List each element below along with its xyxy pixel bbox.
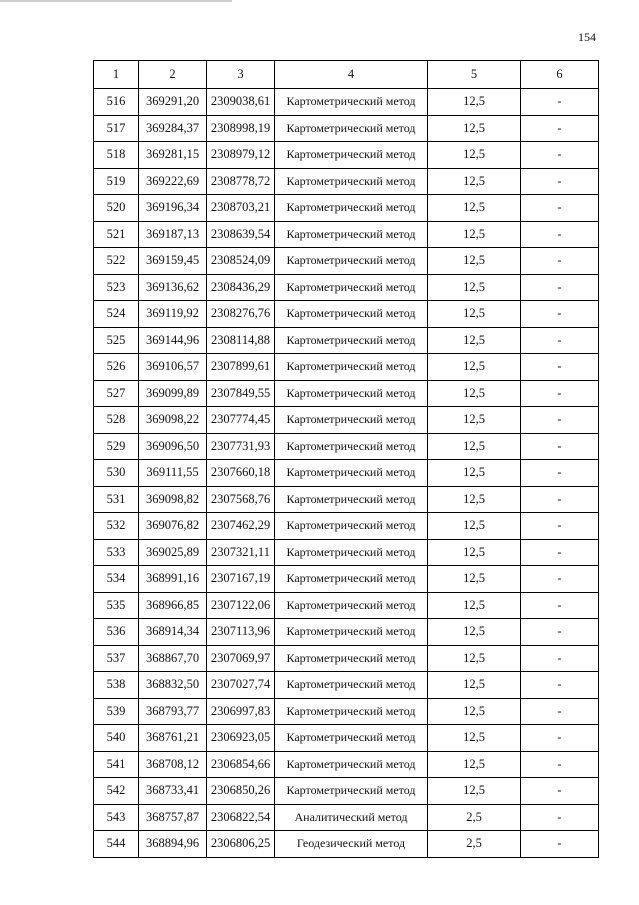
note-cell: - — [521, 486, 599, 513]
x-coordinate-cell: 369136,62 — [139, 274, 207, 301]
accuracy-cell: 12,5 — [428, 354, 521, 381]
accuracy-cell: 12,5 — [428, 327, 521, 354]
table-row — [94, 354, 599, 381]
accuracy-cell: 12,5 — [428, 115, 521, 142]
column-header-4: 4 — [275, 61, 428, 89]
table-row — [94, 513, 599, 540]
x-coordinate-cell: 369159,45 — [139, 248, 207, 275]
x-coordinate-cell: 368991,16 — [139, 566, 207, 593]
x-coordinate-cell: 369098,22 — [139, 407, 207, 434]
table-row — [94, 301, 599, 328]
note-cell: - — [521, 831, 599, 858]
x-coordinate-cell: 369025,89 — [139, 539, 207, 566]
x-coordinate-cell: 368867,70 — [139, 645, 207, 672]
table-row — [94, 725, 599, 752]
method-cell: Картометрический метод — [275, 645, 428, 672]
note-cell: - — [521, 380, 599, 407]
point-number-cell: 531 — [94, 486, 139, 513]
y-coordinate-cell: 2307660,18 — [207, 460, 275, 487]
note-cell: - — [521, 274, 599, 301]
method-cell: Картометрический метод — [275, 751, 428, 778]
method-cell: Картометрический метод — [275, 592, 428, 619]
note-cell: - — [521, 804, 599, 831]
accuracy-cell: 12,5 — [428, 725, 521, 752]
table-row — [94, 592, 599, 619]
point-number-cell: 523 — [94, 274, 139, 301]
y-coordinate-cell: 2306923,05 — [207, 725, 275, 752]
method-cell: Геодезический метод — [275, 831, 428, 858]
method-cell: Картометрический метод — [275, 327, 428, 354]
point-number-cell: 534 — [94, 566, 139, 593]
y-coordinate-cell: 2308639,54 — [207, 221, 275, 248]
accuracy-cell: 12,5 — [428, 460, 521, 487]
point-number-cell: 516 — [94, 89, 139, 116]
method-cell: Картометрический метод — [275, 725, 428, 752]
y-coordinate-cell: 2306806,25 — [207, 831, 275, 858]
accuracy-cell: 12,5 — [428, 221, 521, 248]
accuracy-cell: 12,5 — [428, 592, 521, 619]
point-number-cell: 521 — [94, 221, 139, 248]
x-coordinate-cell: 369106,57 — [139, 354, 207, 381]
column-header-6: 6 — [521, 61, 599, 89]
table-row — [94, 327, 599, 354]
note-cell: - — [521, 460, 599, 487]
y-coordinate-cell: 2307774,45 — [207, 407, 275, 434]
column-header-5: 5 — [428, 61, 521, 89]
method-cell: Картометрический метод — [275, 672, 428, 699]
point-number-cell: 530 — [94, 460, 139, 487]
accuracy-cell: 12,5 — [428, 89, 521, 116]
y-coordinate-cell: 2308778,72 — [207, 168, 275, 195]
accuracy-cell: 12,5 — [428, 672, 521, 699]
accuracy-cell: 12,5 — [428, 539, 521, 566]
accuracy-cell: 12,5 — [428, 778, 521, 805]
point-number-cell: 540 — [94, 725, 139, 752]
table-row — [94, 672, 599, 699]
x-coordinate-cell: 368894,96 — [139, 831, 207, 858]
accuracy-cell: 12,5 — [428, 513, 521, 540]
point-number-cell: 537 — [94, 645, 139, 672]
note-cell: - — [521, 751, 599, 778]
x-coordinate-cell: 369096,50 — [139, 433, 207, 460]
point-number-cell: 541 — [94, 751, 139, 778]
accuracy-cell: 12,5 — [428, 486, 521, 513]
y-coordinate-cell: 2308114,88 — [207, 327, 275, 354]
table-row — [94, 751, 599, 778]
method-cell: Картометрический метод — [275, 539, 428, 566]
note-cell: - — [521, 433, 599, 460]
table-row — [94, 698, 599, 725]
x-coordinate-cell: 369284,37 — [139, 115, 207, 142]
point-number-cell: 532 — [94, 513, 139, 540]
y-coordinate-cell: 2307113,96 — [207, 619, 275, 646]
y-coordinate-cell: 2307462,29 — [207, 513, 275, 540]
y-coordinate-cell: 2306850,26 — [207, 778, 275, 805]
x-coordinate-cell: 369144,96 — [139, 327, 207, 354]
x-coordinate-cell: 369196,34 — [139, 195, 207, 222]
table-row — [94, 195, 599, 222]
accuracy-cell: 12,5 — [428, 698, 521, 725]
accuracy-cell: 12,5 — [428, 168, 521, 195]
table-row — [94, 380, 599, 407]
y-coordinate-cell: 2307568,76 — [207, 486, 275, 513]
point-number-cell: 539 — [94, 698, 139, 725]
table-row — [94, 566, 599, 593]
point-number-cell: 544 — [94, 831, 139, 858]
note-cell: - — [521, 513, 599, 540]
note-cell: - — [521, 221, 599, 248]
method-cell: Картометрический метод — [275, 433, 428, 460]
x-coordinate-cell: 368914,34 — [139, 619, 207, 646]
method-cell: Картометрический метод — [275, 248, 428, 275]
point-number-cell: 519 — [94, 168, 139, 195]
note-cell: - — [521, 89, 599, 116]
accuracy-cell: 12,5 — [428, 407, 521, 434]
column-header-3: 3 — [207, 61, 275, 89]
point-number-cell: 533 — [94, 539, 139, 566]
accuracy-cell: 12,5 — [428, 619, 521, 646]
method-cell: Картометрический метод — [275, 486, 428, 513]
x-coordinate-cell: 369187,13 — [139, 221, 207, 248]
method-cell: Картометрический метод — [275, 698, 428, 725]
accuracy-cell: 12,5 — [428, 380, 521, 407]
table-row — [94, 89, 599, 116]
note-cell: - — [521, 115, 599, 142]
note-cell: - — [521, 698, 599, 725]
note-cell: - — [521, 327, 599, 354]
point-number-cell: 527 — [94, 380, 139, 407]
point-number-cell: 542 — [94, 778, 139, 805]
method-cell: Картометрический метод — [275, 221, 428, 248]
y-coordinate-cell: 2307899,61 — [207, 354, 275, 381]
x-coordinate-cell: 368793,77 — [139, 698, 207, 725]
x-coordinate-cell: 369076,82 — [139, 513, 207, 540]
table-row — [94, 831, 599, 858]
y-coordinate-cell: 2306822,54 — [207, 804, 275, 831]
note-cell: - — [521, 354, 599, 381]
point-number-cell: 526 — [94, 354, 139, 381]
note-cell: - — [521, 248, 599, 275]
y-coordinate-cell: 2308436,29 — [207, 274, 275, 301]
point-number-cell: 522 — [94, 248, 139, 275]
x-coordinate-cell: 369281,15 — [139, 142, 207, 169]
x-coordinate-cell: 368708,12 — [139, 751, 207, 778]
point-number-cell: 538 — [94, 672, 139, 699]
note-cell: - — [521, 195, 599, 222]
y-coordinate-cell: 2308524,09 — [207, 248, 275, 275]
y-coordinate-cell: 2306854,66 — [207, 751, 275, 778]
table-row — [94, 804, 599, 831]
x-coordinate-cell: 368733,41 — [139, 778, 207, 805]
y-coordinate-cell: 2309038,61 — [207, 89, 275, 116]
table-row — [94, 221, 599, 248]
y-coordinate-cell: 2307167,19 — [207, 566, 275, 593]
method-cell: Картометрический метод — [275, 274, 428, 301]
x-coordinate-cell: 369099,89 — [139, 380, 207, 407]
accuracy-cell: 2,5 — [428, 831, 521, 858]
note-cell: - — [521, 725, 599, 752]
accuracy-cell: 12,5 — [428, 645, 521, 672]
column-header-1: 1 — [94, 61, 139, 89]
accuracy-cell: 12,5 — [428, 274, 521, 301]
y-coordinate-cell: 2307731,93 — [207, 433, 275, 460]
method-cell: Картометрический метод — [275, 513, 428, 540]
x-coordinate-cell: 368832,50 — [139, 672, 207, 699]
x-coordinate-cell: 369119,92 — [139, 301, 207, 328]
x-coordinate-cell: 368966,85 — [139, 592, 207, 619]
method-cell: Картометрический метод — [275, 778, 428, 805]
coordinates-table — [93, 60, 599, 858]
x-coordinate-cell: 368761,21 — [139, 725, 207, 752]
method-cell: Аналитический метод — [275, 804, 428, 831]
y-coordinate-cell: 2307122,06 — [207, 592, 275, 619]
method-cell: Картометрический метод — [275, 380, 428, 407]
accuracy-cell: 2,5 — [428, 804, 521, 831]
point-number-cell: 528 — [94, 407, 139, 434]
method-cell: Картометрический метод — [275, 195, 428, 222]
method-cell: Картометрический метод — [275, 460, 428, 487]
table-row — [94, 645, 599, 672]
note-cell: - — [521, 566, 599, 593]
note-cell: - — [521, 301, 599, 328]
accuracy-cell: 12,5 — [428, 142, 521, 169]
table-row — [94, 539, 599, 566]
point-number-cell: 535 — [94, 592, 139, 619]
y-coordinate-cell: 2307069,97 — [207, 645, 275, 672]
method-cell: Картометрический метод — [275, 115, 428, 142]
y-coordinate-cell: 2308998,19 — [207, 115, 275, 142]
point-number-cell: 529 — [94, 433, 139, 460]
x-coordinate-cell: 369098,82 — [139, 486, 207, 513]
point-number-cell: 525 — [94, 327, 139, 354]
note-cell: - — [521, 168, 599, 195]
note-cell: - — [521, 592, 599, 619]
table-row — [94, 248, 599, 275]
x-coordinate-cell: 369222,69 — [139, 168, 207, 195]
accuracy-cell: 12,5 — [428, 195, 521, 222]
point-number-cell: 536 — [94, 619, 139, 646]
accuracy-cell: 12,5 — [428, 433, 521, 460]
point-number-cell: 518 — [94, 142, 139, 169]
x-coordinate-cell: 368757,87 — [139, 804, 207, 831]
table-body — [94, 89, 599, 858]
table-row — [94, 619, 599, 646]
method-cell: Картометрический метод — [275, 566, 428, 593]
note-cell: - — [521, 539, 599, 566]
x-coordinate-cell: 369111,55 — [139, 460, 207, 487]
table-row — [94, 115, 599, 142]
note-cell: - — [521, 645, 599, 672]
point-number-cell: 517 — [94, 115, 139, 142]
note-cell: - — [521, 778, 599, 805]
y-coordinate-cell: 2307849,55 — [207, 380, 275, 407]
top-rule — [0, 0, 232, 2]
y-coordinate-cell: 2308703,21 — [207, 195, 275, 222]
table-header-row — [94, 61, 599, 89]
point-number-cell: 520 — [94, 195, 139, 222]
note-cell: - — [521, 619, 599, 646]
method-cell: Картометрический метод — [275, 301, 428, 328]
x-coordinate-cell: 369291,20 — [139, 89, 207, 116]
table-row — [94, 274, 599, 301]
table-row — [94, 486, 599, 513]
method-cell: Картометрический метод — [275, 407, 428, 434]
table-row — [94, 407, 599, 434]
y-coordinate-cell: 2306997,83 — [207, 698, 275, 725]
accuracy-cell: 12,5 — [428, 751, 521, 778]
note-cell: - — [521, 142, 599, 169]
accuracy-cell: 12,5 — [428, 248, 521, 275]
y-coordinate-cell: 2308276,76 — [207, 301, 275, 328]
point-number-cell: 543 — [94, 804, 139, 831]
method-cell: Картометрический метод — [275, 89, 428, 116]
page-number: 154 — [578, 30, 596, 44]
accuracy-cell: 12,5 — [428, 301, 521, 328]
table-row — [94, 142, 599, 169]
point-number-cell: 524 — [94, 301, 139, 328]
y-coordinate-cell: 2307027,74 — [207, 672, 275, 699]
method-cell: Картометрический метод — [275, 619, 428, 646]
method-cell: Картометрический метод — [275, 354, 428, 381]
method-cell: Картометрический метод — [275, 142, 428, 169]
accuracy-cell: 12,5 — [428, 566, 521, 593]
note-cell: - — [521, 672, 599, 699]
table-row — [94, 433, 599, 460]
note-cell: - — [521, 407, 599, 434]
y-coordinate-cell: 2307321,11 — [207, 539, 275, 566]
column-header-2: 2 — [139, 61, 207, 89]
table-row — [94, 460, 599, 487]
y-coordinate-cell: 2308979,12 — [207, 142, 275, 169]
method-cell: Картометрический метод — [275, 168, 428, 195]
table-row — [94, 778, 599, 805]
table-row — [94, 168, 599, 195]
